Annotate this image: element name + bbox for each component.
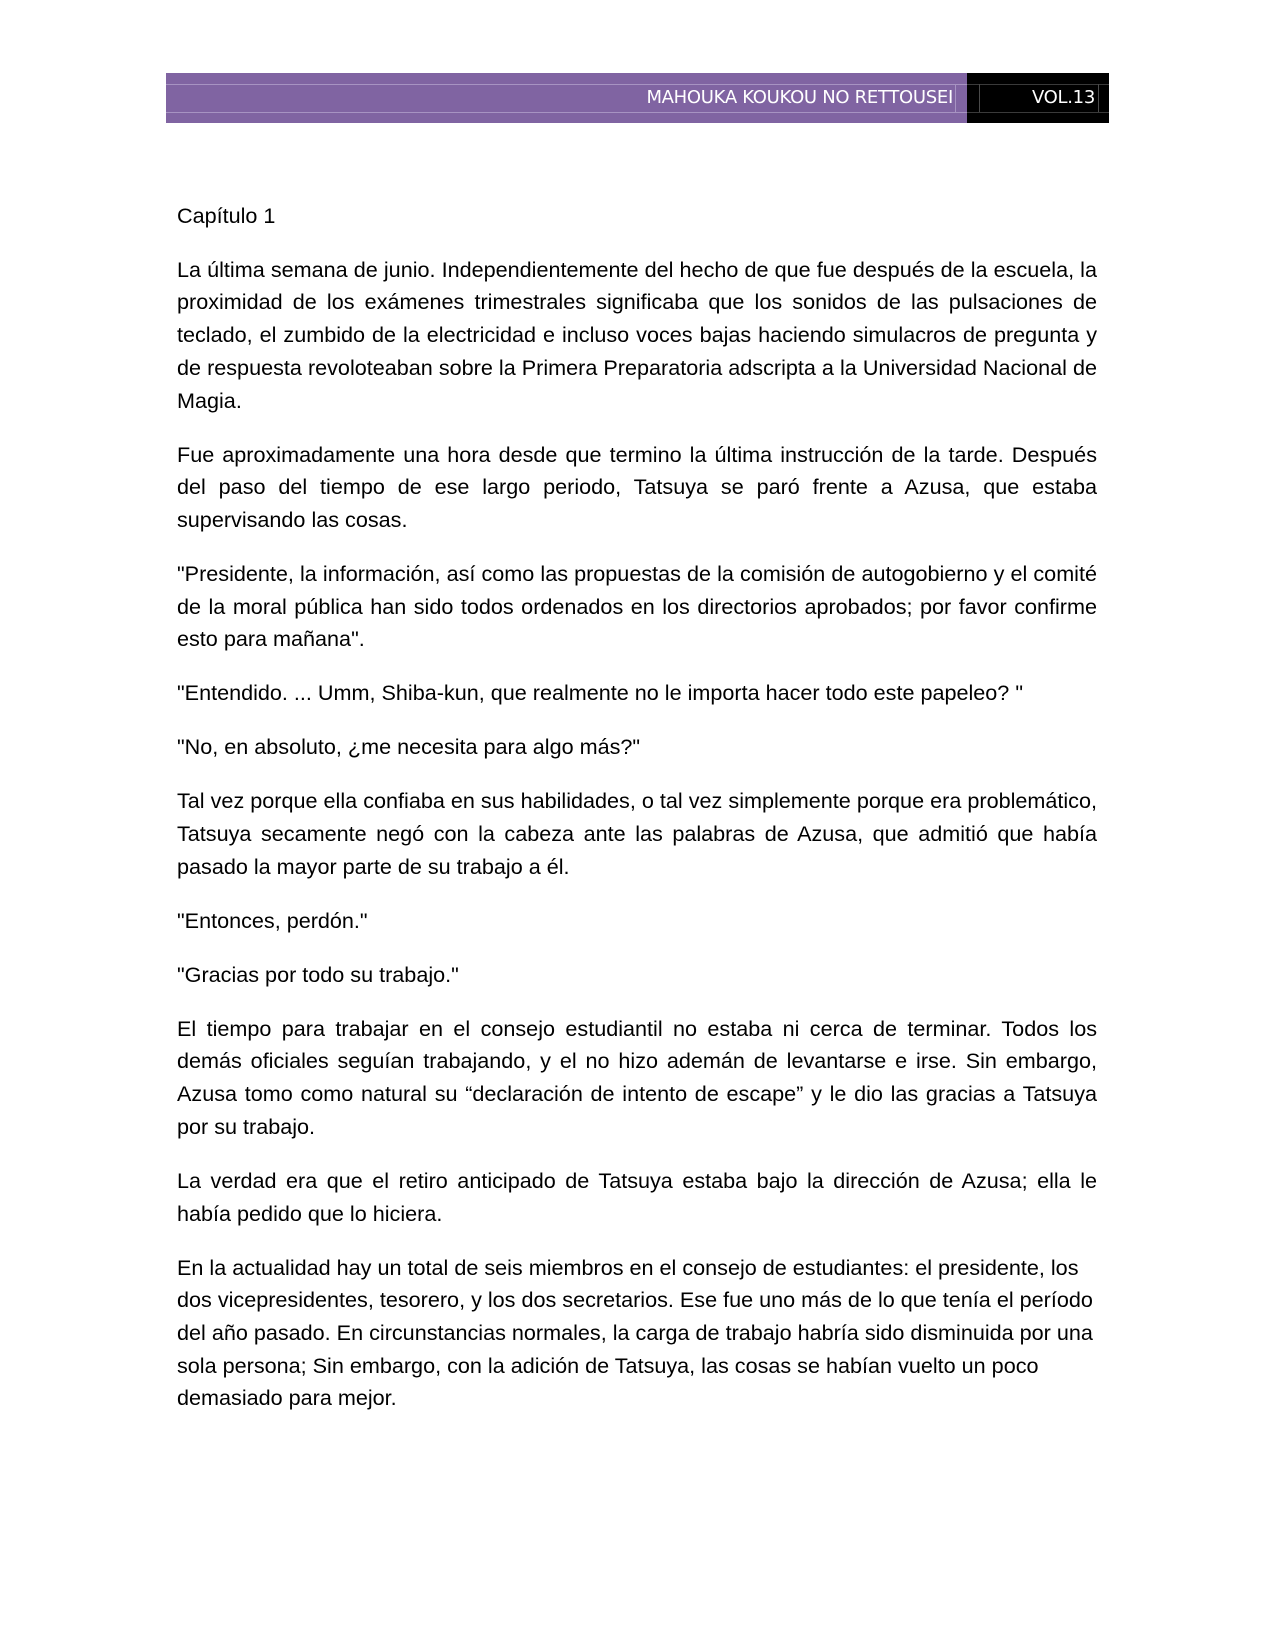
- paragraph: En la actualidad hay un total de seis miembros en el consejo de estudiantes: el presidente, los dos vicepresidentes, tesorero, y los dos secretarios. Ese fue uno más de lo que tenía el período del año pasado. En circunstancias normales, la carga de trabajo habría sido disminuida por una sola persona; Sin embargo, con la adición de Tatsuya, las cosas se habían vuelto un poco demasiado para mejor.: [177, 1254, 1093, 1411]
- paragraph: "Entonces, perdón.": [177, 907, 368, 933]
- header-divider: [1098, 84, 1099, 112]
- document-body: [177, 200, 1097, 1436]
- paragraph: "No, en absoluto, ¿me necesita para algo más?": [177, 734, 641, 760]
- header-rule-bottom: [166, 112, 1109, 113]
- paragraph: "Presidente, la información, así como las propuestas de la comisión de autogobierno y el comité de la moral pública han sido todos ordenados en los directorios aprobados; por favor confirme esto para mañana".: [177, 560, 1097, 652]
- series-title: MAHOUKA KOUKOU NO RETTOUSEI: [646, 87, 953, 108]
- paragraph: La última semana de junio. Independientemente del hecho de que fue después de la escuela, la proximidad de los exámenes trimestrales significaba que los sonidos de las pulsaciones de teclado, el zumbido de la electricidad e incluso voces bajas haciendo simulacros de pregunta y de respuesta revoloteaban sobre la Primera Preparatoria adscripta a la Universidad Nacional de Magia.: [177, 256, 1097, 413]
- header-divider: [955, 84, 956, 112]
- paragraph: El tiempo para trabajar en el consejo estudiantil no estaba ni cerca de terminar. Todos los demás oficiales seguían trabajando, y el no hizo ademán de levantarse e irse. Sin embargo, Azusa tomo como natural su “declaración de intento de escape” y le dio las gracias a Tatsuya por su trabajo.: [177, 1015, 1097, 1139]
- paragraph: "Gracias por todo su trabajo.": [177, 961, 459, 987]
- paragraph: "Entendido. ... Umm, Shiba-kun, que realmente no le importa hacer todo este papeleo? ": [177, 680, 1023, 706]
- page-header: [166, 73, 1109, 123]
- paragraph: Tal vez porque ella confiaba en sus habilidades, o tal vez simplemente porque era problemático, Tatsuya secamente negó con la cabeza ante las palabras de Azusa, que admitió que había pasado la mayor parte de su trabajo a él.: [177, 788, 1097, 879]
- paragraph: Fue aproximadamente una hora desde que termino la última instrucción de la tarde. Después del paso del tiempo de ese largo periodo, Tatsuya se paró frente a Azusa, que estaba supervisando las cosas.: [177, 441, 1097, 532]
- header-rule-top: [166, 84, 1109, 85]
- volume-label: VOL.13: [1031, 87, 1095, 108]
- header-divider: [979, 84, 980, 112]
- paragraph: La verdad era que el retiro anticipado de Tatsuya estaba bajo la dirección de Azusa; ella le había pedido que lo hiciera.: [177, 1167, 1097, 1226]
- chapter-title: Capítulo 1: [177, 203, 276, 228]
